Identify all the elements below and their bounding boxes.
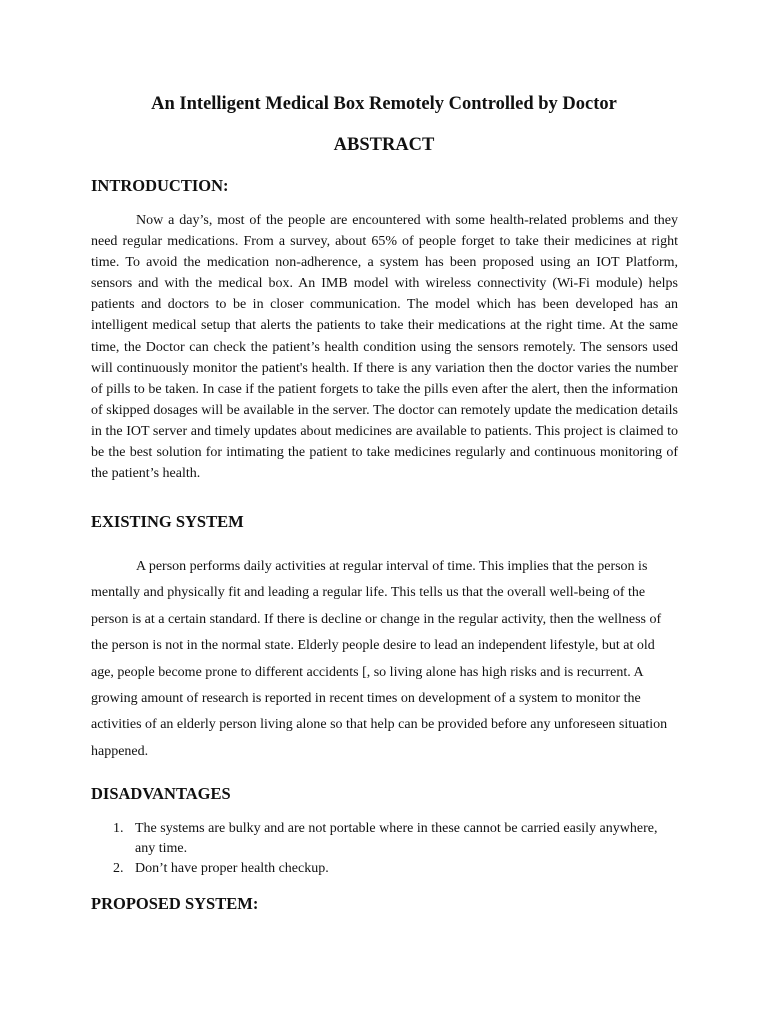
disadvantages-list	[91, 819, 678, 879]
existing-system-paragraph: A person performs daily activities at regular interval of time. This implies that the person is mentally and physically fit and leading a regular life. This tells us that the overall well-being of the person is at a certain standard. If there is decline or change in the regular activity, then the wellness of the person is not in the normal state. Elderly people desire to lead an independent lifestyle, but at old age, people become prone to different accidents [, so living alone has high risks and is recurrent. A growing amount of research is reported in recent times on development of a system to monitor the activities of an elderly person living alone so that help can be provided before any unforeseen situation happened.	[91, 559, 668, 759]
list-item-text: The systems are bulky and are not portable where in these cannot be carried easily anywhere, any time.	[135, 821, 658, 856]
introduction-heading: INTRODUCTION:	[91, 176, 229, 195]
list-item-text: Don’t have proper health checkup.	[135, 861, 329, 876]
introduction-paragraph: Now a day’s, most of the people are encountered with some health-related problems and they need regular medications. From a survey, about 65% of people forget to take their medicines at right time. To avoid the medication non-adherence, a system has been proposed using an IOT Platform, sensors and with the medical box. An IMB model with wireless connectivity (Wi-Fi module) helps patients and doctors to be in closer communication. The model which has been developed has an intelligent medical setup that alerts the patients to take their medications at the right time. At the same time, the Doctor can check the patient’s health condition using the sensors remotely. The sensors used will continuously monitor the patient's health. If there is any variation then the doctor varies the number of pills to be taken. In case if the patient forgets to take the pills even after the alert, then the information of skipped dosages will be available in the server. The doctor can remotely update the medication details in the IOT server and timely updates about medicines are available to patients. This project is claimed to be the best solution for intimating the patient to take medicines regularly and continuous monitoring of the patient’s health.	[91, 213, 678, 482]
abstract-heading: ABSTRACT	[333, 135, 435, 155]
list-item-number: 1.	[113, 821, 124, 836]
document-title: An Intelligent Medical Box Remotely Controlled by Doctor	[151, 94, 617, 114]
existing-system-heading: EXISTING SYSTEM	[91, 512, 244, 531]
list-item	[91, 819, 678, 859]
list-item-number: 2.	[113, 861, 124, 876]
proposed-system-heading: PROPOSED SYSTEM:	[91, 894, 259, 913]
list-item	[91, 859, 678, 879]
disadvantages-heading: DISADVANTAGES	[91, 784, 231, 803]
